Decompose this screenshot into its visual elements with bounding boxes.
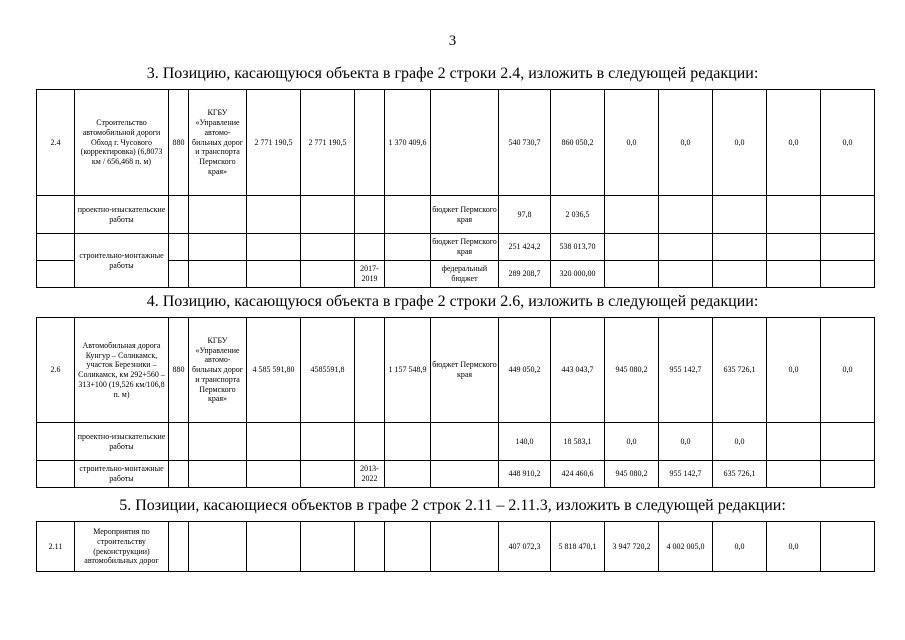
subitem-name: проектно-изыскательские работы (75, 423, 169, 461)
value-1: 540 730,7 (499, 90, 551, 196)
estimated-cost: 2 771 190,5 (247, 90, 301, 196)
funding-source: федеральный бюджет (431, 261, 499, 288)
table-row-2-11 (36, 521, 875, 572)
value-4: 955 142,7 (659, 461, 713, 488)
value-2: 860 050,2 (551, 90, 605, 196)
period: 2013-2022 (355, 461, 385, 488)
value-6: 0,0 (767, 522, 821, 572)
value-5: 0,0 (713, 522, 767, 572)
value-4: 0,0 (659, 423, 713, 461)
value-1: 289 208,7 (499, 261, 551, 288)
table-row (37, 196, 875, 234)
table-row-2-6 (36, 317, 875, 488)
completed-amount: 1 370 409,6 (385, 90, 431, 196)
customer-name: КГБУ «Управление автомо-бильных дорог и транспорта Пермского края» (189, 318, 247, 423)
completed-amount: 1 157 548,9 (385, 318, 431, 423)
object-name: Автомобильная дорога Кунгур – Соликамск, участок Березники – Соликамск, км 292+560 – 313+100 (19,526 км/106,8 п. м) (75, 318, 169, 423)
budget-code: 880 (169, 318, 189, 423)
value-1: 251 424,2 (499, 234, 551, 261)
funding-source: бюджет Пермского края (431, 234, 499, 261)
value-1: 448 910,2 (499, 461, 551, 488)
estimated-cost: 4 585 591,80 (247, 318, 301, 423)
table-row-2-4 (36, 89, 875, 288)
table-row (37, 318, 875, 423)
section-4-heading: 4. Позицию, касающуюся объекта в графе 2 строки 2.6, изложить в следующей редакции: (146, 293, 759, 310)
object-name: Строительство автомобильной дороги Обход г. Чусового (корректировка) (6,8073 км / 656,468 п. м) (75, 90, 169, 196)
page-number: 3 (448, 33, 457, 49)
value-3: 3 947 720,2 (605, 522, 659, 572)
funding-source: бюджет Пермского края (431, 318, 499, 423)
value-5: 0,0 (713, 423, 767, 461)
period: 2017-2019 (355, 261, 385, 288)
value-2: 2 036,5 (551, 196, 605, 234)
table-row (37, 423, 875, 461)
value-1: 449 050,2 (499, 318, 551, 423)
table-row (37, 461, 875, 488)
budget-code: 880 (169, 90, 189, 196)
value-4: 0,0 (659, 90, 713, 196)
row-number: 2.4 (37, 90, 75, 196)
value-4: 4 002 005,0 (659, 522, 713, 572)
table-row (37, 234, 875, 261)
funding-source: бюджет Пермского края (431, 196, 499, 234)
value-3: 0,0 (605, 423, 659, 461)
section-3-heading: 3. Позицию, касающуюся объекта в графе 2 строки 2.4, изложить в следующей редакции: (146, 65, 759, 82)
value-2: 5 818 470,1 (551, 522, 605, 572)
row-number: 2.11 (37, 522, 75, 572)
value-2: 538 013,70 (551, 234, 605, 261)
estimated-cost-2: 2 771 190,5 (301, 90, 355, 196)
value-7: 0,0 (821, 90, 875, 196)
value-5: 635 726,1 (713, 461, 767, 488)
row-number: 2.6 (37, 318, 75, 423)
value-3: 945 080,2 (605, 461, 659, 488)
period-cell (355, 90, 385, 196)
value-3: 0,0 (605, 90, 659, 196)
object-name: Мероприятия по строительству (реконструкции) автомобильных дорог (75, 522, 169, 572)
period-cell (355, 318, 385, 423)
value-6: 0,0 (767, 318, 821, 423)
value-2: 18 583,1 (551, 423, 605, 461)
value-2: 443 043,7 (551, 318, 605, 423)
value-1: 140,0 (499, 423, 551, 461)
customer-name: КГБУ «Управление автомо-бильных дорог и транспорта Пермского края» (189, 90, 247, 196)
subitem-name: проектно-изыскательские работы (75, 196, 169, 234)
value-4: 955 142,7 (659, 318, 713, 423)
value-5: 635 726,1 (713, 318, 767, 423)
value-3: 945 080,2 (605, 318, 659, 423)
estimated-cost-2: 4585591,8 (301, 318, 355, 423)
value-6: 0,0 (767, 90, 821, 196)
value-2: 320 000,00 (551, 261, 605, 288)
value-2: 424 460,6 (551, 461, 605, 488)
value-5: 0,0 (713, 90, 767, 196)
table-row (37, 90, 875, 196)
subitem-name: строительно-монтажные работы (75, 461, 169, 488)
value-1: 407 072,3 (499, 522, 551, 572)
value-1: 97,8 (499, 196, 551, 234)
table-row (37, 522, 875, 572)
section-5-heading: 5. Позиции, касающиеся объектов в графе 2 строк 2.11 – 2.11.3, изложить в следующей редакции: (119, 497, 786, 514)
value-7: 0,0 (821, 318, 875, 423)
subitem-name: строительно-монтажные работы (75, 234, 169, 288)
funding-source (431, 90, 499, 196)
